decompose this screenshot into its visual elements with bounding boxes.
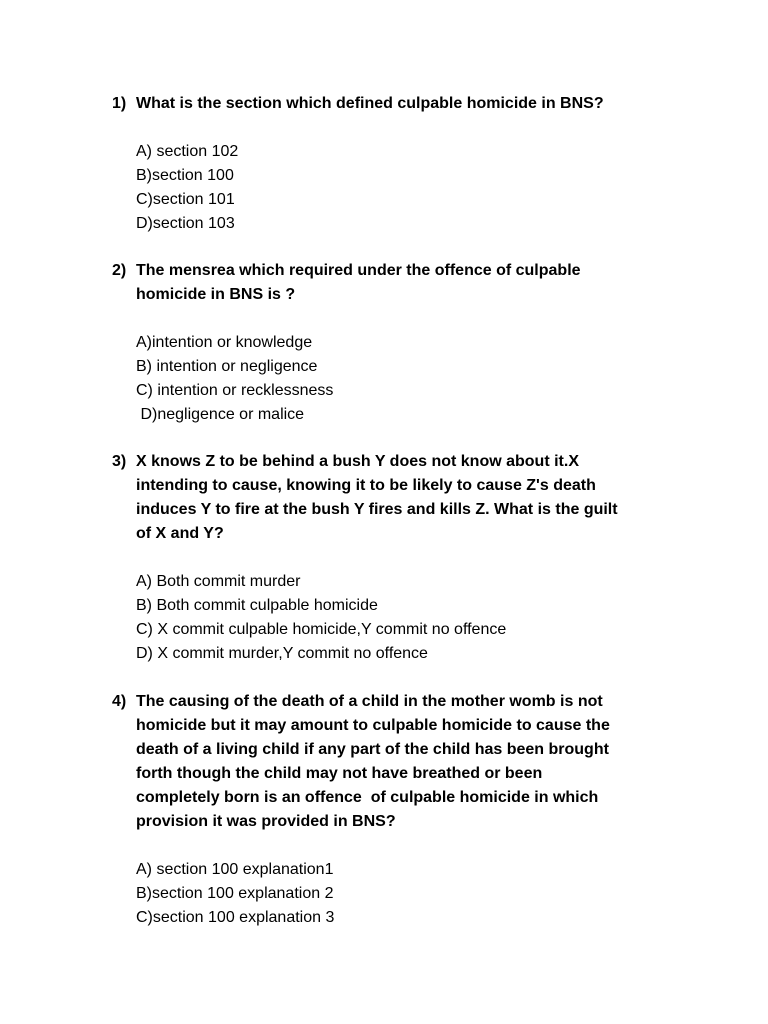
option-b: B)section 100 [136, 167, 234, 184]
question-stem [112, 92, 672, 116]
option-a: A) section 100 explanation1 [136, 861, 334, 878]
option-d: D)negligence or malice [136, 406, 305, 423]
question-number: 4) [112, 693, 127, 710]
question-stem [112, 259, 672, 307]
options-list [112, 570, 672, 666]
question-text-line: X knows Z to be behind a bush Y does not know about it.X [136, 453, 579, 470]
options-list [112, 858, 672, 930]
option-a: A) Both commit murder [136, 573, 301, 590]
question-text [136, 690, 672, 834]
question-text [136, 450, 672, 546]
question-text-line: induces Y to fire at the bush Y fires and kills Z. What is the guilt [136, 501, 618, 518]
option-a: A)intention or knowledge [136, 334, 313, 351]
option-c: C) intention or recklessness [136, 382, 334, 399]
option-b: B)section 100 explanation 2 [136, 885, 334, 902]
option-a: A) section 102 [136, 143, 239, 160]
question-text-line: The causing of the death of a child in the mother womb is not [136, 693, 603, 710]
option-c: C)section 101 [136, 191, 235, 208]
question-1 [112, 92, 672, 236]
question-text-line: homicide in BNS is ? [136, 286, 296, 303]
question-number: 3) [112, 453, 127, 470]
question-stem [112, 450, 672, 546]
question-text-line: of X and Y? [136, 525, 224, 542]
option-b: B) Both commit culpable homicide [136, 597, 378, 614]
question-text [136, 259, 672, 307]
option-d: D) X commit murder,Y commit no offence [136, 645, 428, 662]
option-c: C)section 100 explanation 3 [136, 909, 335, 926]
question-text-line: death of a living child if any part of the child has been brought [136, 741, 609, 758]
options-list [112, 140, 672, 236]
question-text-line: provision it was provided in BNS? [136, 813, 396, 830]
question-3 [112, 450, 672, 666]
question-text-line: intending to cause, knowing it to be likely to cause Z's death [136, 477, 596, 494]
question-stem [112, 690, 672, 834]
question-number: 1) [112, 95, 127, 112]
question-text [136, 92, 672, 116]
option-d: D)section 103 [136, 215, 235, 232]
options-list [112, 331, 672, 427]
option-c: C) X commit culpable homicide,Y commit no offence [136, 621, 507, 638]
option-b: B) intention or negligence [136, 358, 318, 375]
question-4 [112, 690, 672, 930]
question-text-line: forth though the child may not have breathed or been [136, 765, 543, 782]
question-text-line: completely born is an offence of culpable homicide in which [136, 789, 599, 806]
question-text-line: What is the section which defined culpable homicide in BNS? [136, 95, 604, 112]
question-2 [112, 259, 672, 427]
question-text-line: The mensrea which required under the offence of culpable [136, 262, 581, 279]
question-text-line: homicide but it may amount to culpable homicide to cause the [136, 717, 610, 734]
question-number: 2) [112, 262, 127, 279]
